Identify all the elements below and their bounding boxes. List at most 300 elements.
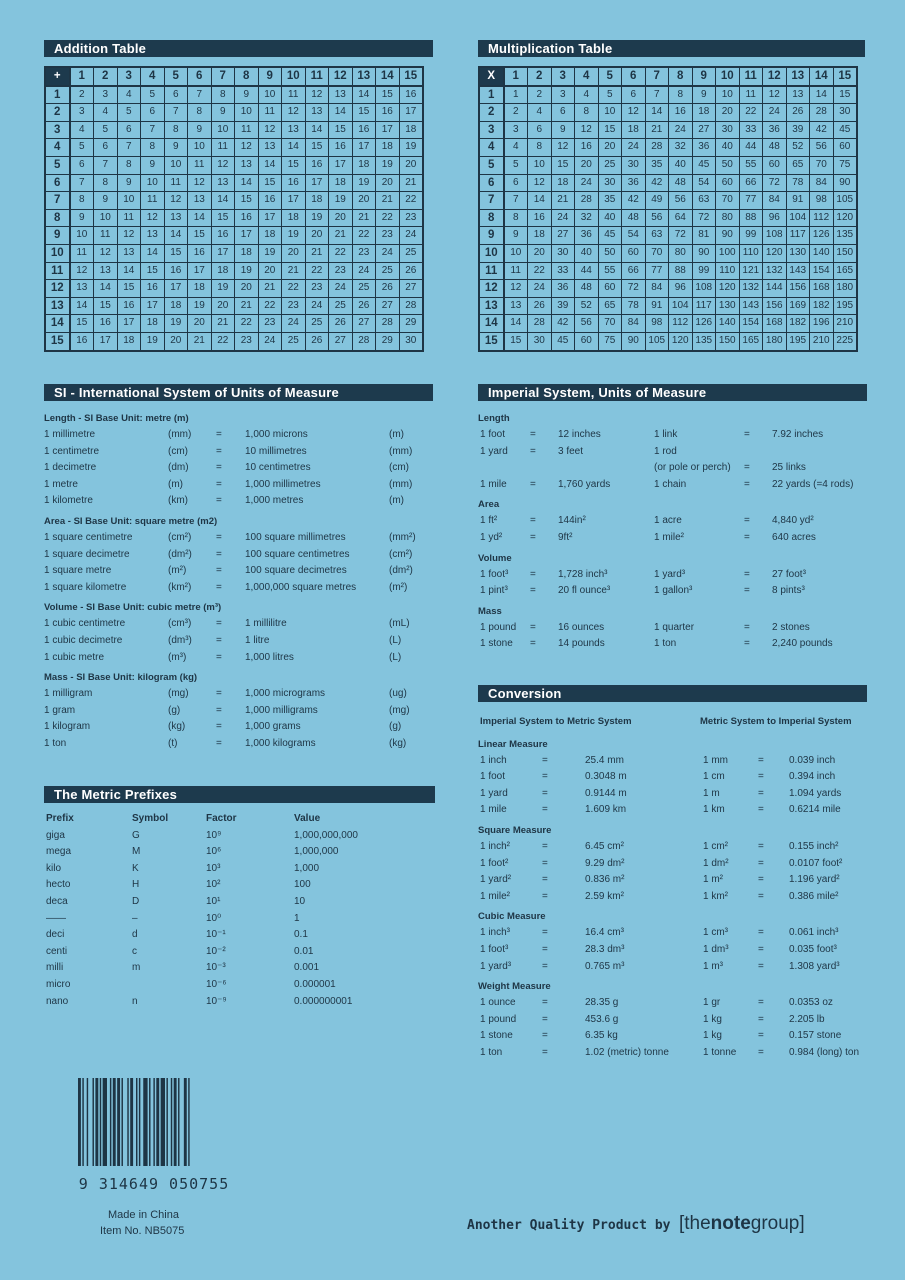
cell: = xyxy=(542,771,548,783)
table-cell: 105 xyxy=(833,192,857,210)
table-cell: 18 xyxy=(622,121,646,139)
cell: 0.386 mile² xyxy=(789,890,839,902)
table-cell: 60 xyxy=(716,174,740,192)
table-cell: 19 xyxy=(376,156,400,174)
table-cell: 23 xyxy=(282,297,306,315)
made-in: Made in China xyxy=(108,1209,179,1221)
table-cell: 26 xyxy=(786,104,810,122)
row-header: 5 xyxy=(45,156,70,174)
row-header: 8 xyxy=(479,209,504,227)
cell: 9ft² xyxy=(558,531,573,543)
table-cell: 18 xyxy=(692,104,716,122)
table-cell: 8 xyxy=(188,104,212,122)
table-cell: 84 xyxy=(622,315,646,333)
cell: 0.035 foot³ xyxy=(789,943,837,955)
table-cell: 63 xyxy=(645,227,669,245)
table-cell: 15 xyxy=(141,262,165,280)
cell: 1 dm² xyxy=(703,857,729,869)
cell: 1 yard xyxy=(480,787,508,799)
table-cell: 36 xyxy=(763,121,787,139)
imperial-section xyxy=(478,384,867,653)
column-header: 1 xyxy=(70,67,94,86)
table-cell: 195 xyxy=(786,332,810,350)
table-cell: 24 xyxy=(329,280,353,298)
table-cell: 168 xyxy=(763,315,787,333)
imperial-body xyxy=(478,411,867,653)
table-cell: 81 xyxy=(692,227,716,245)
list-item xyxy=(44,861,435,878)
cell: (dm²) xyxy=(168,548,192,560)
table-cell: 28 xyxy=(528,315,552,333)
table-cell: 10 xyxy=(211,121,235,139)
cell: 1 km xyxy=(703,804,725,816)
table-cell: 17 xyxy=(235,227,259,245)
cell: = xyxy=(530,568,536,580)
cell: (mm²) xyxy=(389,531,416,543)
table-cell: 21 xyxy=(551,192,575,210)
barcode-bar xyxy=(127,1078,128,1166)
group-heading: Mass - SI Base Unit: kilogram (kg) xyxy=(44,672,198,684)
table-cell: 108 xyxy=(763,227,787,245)
table-cell: 9 xyxy=(117,174,141,192)
barcode-bar xyxy=(171,1078,172,1166)
table-row xyxy=(45,262,423,280)
cell: 2 stones xyxy=(772,621,810,633)
list-item xyxy=(44,994,435,1011)
list-item xyxy=(44,563,433,580)
table-cell: 14 xyxy=(164,227,188,245)
barcode-bar xyxy=(93,1078,94,1166)
table-cell: 48 xyxy=(669,174,693,192)
cell: = xyxy=(542,1046,548,1058)
cell: 1 cubic decimetre xyxy=(44,634,123,646)
cell: = xyxy=(744,585,750,597)
list-item xyxy=(478,959,867,976)
brand-logo: [thenotegroup] xyxy=(678,1213,805,1234)
cell: 1 stone xyxy=(480,1030,513,1042)
group-heading: Area - SI Base Unit: square metre (m2) xyxy=(44,515,218,527)
cell: 10⁻⁶ xyxy=(206,978,227,990)
group-heading: Volume - SI Base Unit: cubic metre (m³) xyxy=(44,602,222,614)
table-cell: 112 xyxy=(810,209,834,227)
column-header: 15 xyxy=(833,67,857,86)
list-item xyxy=(478,636,867,653)
table-cell: 13 xyxy=(141,227,165,245)
table-cell: 21 xyxy=(399,174,423,192)
row-header: 7 xyxy=(479,192,504,210)
table-cell: 110 xyxy=(716,262,740,280)
table-cell: 23 xyxy=(305,280,329,298)
cell: 453.6 g xyxy=(585,1013,619,1025)
table-cell: 11 xyxy=(739,86,763,104)
table-cell: 9 xyxy=(188,121,212,139)
table-cell: 14 xyxy=(117,262,141,280)
table-cell: 28 xyxy=(645,139,669,157)
table-cell: 30 xyxy=(716,121,740,139)
table-cell: 19 xyxy=(258,244,282,262)
cell: = xyxy=(216,721,222,733)
barcode-bar xyxy=(161,1078,165,1166)
cell: (mg) xyxy=(389,704,410,716)
cell: 1 yard² xyxy=(480,874,512,886)
cell: 1 yard³ xyxy=(480,960,512,972)
cell: 1 gram xyxy=(44,704,76,716)
cell: 1 dm³ xyxy=(703,943,729,955)
table-cell: 8 xyxy=(70,192,94,210)
table-cell: 13 xyxy=(282,121,306,139)
table-cell: 16 xyxy=(575,139,599,157)
table-cell: 13 xyxy=(305,104,329,122)
column-header: 12 xyxy=(329,67,353,86)
cell: 1 xyxy=(294,912,300,924)
table-row xyxy=(479,174,857,192)
list-item xyxy=(478,513,867,530)
cell: 10² xyxy=(206,879,221,891)
table-cell: 28 xyxy=(352,332,376,350)
cell: 1,000,000,000 xyxy=(294,829,358,841)
table-cell: 24 xyxy=(305,297,329,315)
table-cell: 23 xyxy=(399,209,423,227)
column-header: 6 xyxy=(188,67,212,86)
table-cell: 48 xyxy=(622,209,646,227)
cell: —— xyxy=(46,912,66,924)
table-cell: 12 xyxy=(188,174,212,192)
cell: D xyxy=(132,895,140,907)
cell: 1 m² xyxy=(703,874,723,886)
cell: = xyxy=(542,997,548,1009)
column-header: 12 xyxy=(763,67,787,86)
table-cell: 22 xyxy=(282,280,306,298)
cell: 1 millimetre xyxy=(44,429,96,440)
column-header: 9 xyxy=(258,67,282,86)
table-cell: 8 xyxy=(575,104,599,122)
table-row xyxy=(479,139,857,157)
table-cell: 24 xyxy=(352,262,376,280)
table-cell: 11 xyxy=(504,262,528,280)
list-item xyxy=(44,650,433,667)
cell: 1 foot xyxy=(480,771,506,783)
table-cell: 33 xyxy=(551,262,575,280)
table-cell: 25 xyxy=(305,315,329,333)
table-cell: 12 xyxy=(528,174,552,192)
table-cell: 23 xyxy=(329,262,353,280)
table-row xyxy=(45,139,423,157)
group-heading: Cubic Measure xyxy=(478,911,546,923)
cell: = xyxy=(542,1030,548,1042)
row-header: 6 xyxy=(479,174,504,192)
table-cell: 108 xyxy=(692,280,716,298)
table-cell: 10 xyxy=(117,192,141,210)
table-row xyxy=(479,192,857,210)
cell: 1 cm xyxy=(703,771,725,783)
cell: 10³ xyxy=(206,862,221,874)
group-heading: Length - SI Base Unit: metre (m) xyxy=(44,413,189,424)
cell: 1 decimetre xyxy=(44,462,97,474)
cell: = xyxy=(530,429,536,440)
table-cell: 14 xyxy=(141,244,165,262)
cell: 1.196 yard² xyxy=(789,874,840,886)
cell: 2,240 pounds xyxy=(772,638,833,650)
cell: (cm²) xyxy=(168,531,192,543)
table-cell: 26 xyxy=(352,297,376,315)
table-cell: 15 xyxy=(94,297,118,315)
column-header: 5 xyxy=(164,67,188,86)
conversion-left-heading: Imperial System to Metric System xyxy=(480,716,632,727)
table-cell: 15 xyxy=(352,104,376,122)
list-item xyxy=(478,1045,867,1062)
table-cell: 60 xyxy=(833,139,857,157)
multiplication-title: Multiplication Table xyxy=(478,40,865,57)
list-item xyxy=(478,477,867,494)
barcode-bar xyxy=(149,1078,150,1166)
list-item xyxy=(478,872,867,889)
table-cell: 90 xyxy=(716,227,740,245)
addition-title: Addition Table xyxy=(44,40,433,57)
table-cell: 30 xyxy=(528,332,552,350)
table-cell: 14 xyxy=(305,121,329,139)
multiplication-grid xyxy=(478,66,858,352)
table-cell: 32 xyxy=(669,139,693,157)
row-header: 9 xyxy=(45,227,70,245)
table-cell: 8 xyxy=(504,209,528,227)
cell: (kg) xyxy=(389,737,407,749)
table-cell: 10 xyxy=(528,156,552,174)
barcode-icon xyxy=(74,1078,234,1168)
table-cell: 16 xyxy=(188,244,212,262)
table-cell: 27 xyxy=(352,315,376,333)
table-cell: 11 xyxy=(94,227,118,245)
table-cell: 15 xyxy=(551,156,575,174)
table-cell: 78 xyxy=(622,297,646,315)
table-cell: 8 xyxy=(164,121,188,139)
table-cell: 96 xyxy=(669,280,693,298)
table-cell: 42 xyxy=(622,192,646,210)
table-cell: 14 xyxy=(235,174,259,192)
cell: = xyxy=(530,445,536,457)
table-cell: 10 xyxy=(70,227,94,245)
cell: = xyxy=(744,531,750,543)
cell: = xyxy=(758,890,764,902)
cell: = xyxy=(530,621,536,633)
table-cell: 9 xyxy=(164,139,188,157)
barcode-bar xyxy=(184,1078,187,1166)
table-cell: 72 xyxy=(763,174,787,192)
table-row xyxy=(479,244,857,262)
row-header: 10 xyxy=(45,244,70,262)
cell: 10⁰ xyxy=(206,912,222,924)
column-header: 14 xyxy=(810,67,834,86)
cell: = xyxy=(758,1013,764,1025)
cell: 0.9144 m xyxy=(585,787,627,799)
table-cell: 70 xyxy=(810,156,834,174)
table-cell: 39 xyxy=(786,121,810,139)
table-cell: 10 xyxy=(94,209,118,227)
table-cell: 90 xyxy=(833,174,857,192)
row-header: 14 xyxy=(479,315,504,333)
table-cell: 21 xyxy=(188,332,212,350)
table-cell: 20 xyxy=(305,227,329,245)
table-cell: 16 xyxy=(528,209,552,227)
cell: 1 gallon³ xyxy=(654,585,693,597)
table-cell: 24 xyxy=(551,209,575,227)
table-cell: 20 xyxy=(188,315,212,333)
cell: (cm³) xyxy=(168,618,192,630)
table-cell: 150 xyxy=(716,332,740,350)
table-cell: 44 xyxy=(739,139,763,157)
table-cell: 27 xyxy=(399,280,423,298)
cell: kilo xyxy=(46,862,62,874)
table-cell: 11 xyxy=(164,174,188,192)
cell: 0.000001 xyxy=(294,978,336,990)
table-cell: 5 xyxy=(504,156,528,174)
table-cell: 180 xyxy=(763,332,787,350)
table-cell: 12 xyxy=(575,121,599,139)
list-item xyxy=(478,460,867,477)
table-cell: 9 xyxy=(235,86,259,104)
column-header: 14 xyxy=(376,67,400,86)
table-cell: 50 xyxy=(598,244,622,262)
cell: 1 m xyxy=(703,787,720,799)
table-row xyxy=(45,121,423,139)
row-header: 13 xyxy=(45,297,70,315)
cell: = xyxy=(758,874,764,886)
table-cell: 154 xyxy=(739,315,763,333)
cell: 1.094 yards xyxy=(789,787,842,799)
table-cell: 20 xyxy=(329,209,353,227)
table-cell: 30 xyxy=(833,104,857,122)
list-item xyxy=(478,856,867,873)
table-cell: 9 xyxy=(70,209,94,227)
cell: = xyxy=(542,943,548,955)
table-cell: 15 xyxy=(504,332,528,350)
table-cell: 12 xyxy=(94,244,118,262)
list-item xyxy=(44,477,433,494)
cell: 1 square centimetre xyxy=(44,531,133,543)
table-cell: 14 xyxy=(352,86,376,104)
table-row xyxy=(45,244,423,262)
table-cell: 18 xyxy=(376,139,400,157)
table-cell: 10 xyxy=(716,86,740,104)
table-cell: 4 xyxy=(575,86,599,104)
table-cell: 16 xyxy=(70,332,94,350)
list-item xyxy=(478,530,867,547)
conversion-section xyxy=(478,685,867,1062)
cell: = xyxy=(216,548,222,560)
table-cell: 117 xyxy=(786,227,810,245)
table-cell: 78 xyxy=(786,174,810,192)
barcode-bar xyxy=(103,1078,107,1166)
table-cell: 4 xyxy=(117,86,141,104)
table-cell: 60 xyxy=(575,332,599,350)
table-cell: 100 xyxy=(716,244,740,262)
cell: 27 foot³ xyxy=(772,568,806,580)
cell: 1 rod xyxy=(654,445,677,457)
table-row xyxy=(479,227,857,245)
table-cell: 135 xyxy=(833,227,857,245)
list-item xyxy=(478,889,867,906)
table-cell: 4 xyxy=(70,121,94,139)
cell: = xyxy=(758,787,764,799)
cell: (t) xyxy=(168,737,178,749)
list-item xyxy=(44,977,435,994)
row-header: 9 xyxy=(479,227,504,245)
table-cell: 13 xyxy=(329,86,353,104)
cell: milli xyxy=(46,962,64,974)
barcode-bar xyxy=(113,1078,116,1166)
table-cell: 29 xyxy=(399,315,423,333)
table-cell: 11 xyxy=(188,156,212,174)
cell: 9.29 dm² xyxy=(585,857,625,869)
table-cell: 24 xyxy=(258,332,282,350)
cell: = xyxy=(744,568,750,580)
cell: 20 fl ounce³ xyxy=(558,585,611,597)
table-cell: 22 xyxy=(329,244,353,262)
cell: = xyxy=(216,618,222,630)
addition-grid xyxy=(44,66,424,352)
table-cell: 17 xyxy=(94,332,118,350)
cell: 1 pint³ xyxy=(480,585,508,597)
cell: 1 link xyxy=(654,429,678,440)
cell: = xyxy=(744,462,750,474)
table-cell: 60 xyxy=(622,244,646,262)
table-cell: 72 xyxy=(622,280,646,298)
row-header: 2 xyxy=(479,104,504,122)
table-cell: 13 xyxy=(211,174,235,192)
cell: deca xyxy=(46,895,68,907)
column-header: 6 xyxy=(622,67,646,86)
table-cell: 56 xyxy=(645,209,669,227)
cell: 1,760 yards xyxy=(558,478,611,490)
table-cell: 12 xyxy=(282,104,306,122)
table-cell: 17 xyxy=(329,156,353,174)
list-item xyxy=(44,444,433,461)
barcode-bar xyxy=(95,1078,98,1166)
column-header: 3 xyxy=(551,67,575,86)
cell: 25 links xyxy=(772,462,806,474)
cell: 2.205 lb xyxy=(789,1013,825,1025)
cell: (mm) xyxy=(389,445,413,457)
table-cell: 3 xyxy=(94,86,118,104)
table-cell: 14 xyxy=(258,156,282,174)
row-header: 2 xyxy=(45,104,70,122)
table-cell: 21 xyxy=(352,209,376,227)
table-cell: 126 xyxy=(692,315,716,333)
table-cell: 23 xyxy=(352,244,376,262)
table-cell: 19 xyxy=(141,332,165,350)
table-cell: 64 xyxy=(669,209,693,227)
cell: 0.155 inch² xyxy=(789,840,839,852)
table-row xyxy=(45,192,423,210)
prefixes-body xyxy=(44,811,435,1010)
table-cell: 45 xyxy=(598,227,622,245)
cell: 1.02 (metric) tonne xyxy=(585,1046,669,1058)
cell: 1 yard xyxy=(480,445,508,457)
table-cell: 180 xyxy=(833,280,857,298)
cell: 1,000 kilograms xyxy=(245,737,316,749)
list-item xyxy=(44,616,433,633)
table-cell: 16 xyxy=(258,192,282,210)
cell: (dm²) xyxy=(389,565,413,577)
row-header: 12 xyxy=(479,280,504,298)
item-number: Item No. NB5075 xyxy=(100,1225,185,1237)
list-item xyxy=(44,493,433,510)
list-item xyxy=(44,703,433,720)
column-header: 13 xyxy=(352,67,376,86)
cell: 1 kilogram xyxy=(44,721,91,733)
cell: 1 cm² xyxy=(703,840,728,852)
table-cell: 21 xyxy=(645,121,669,139)
table-row xyxy=(45,332,423,350)
